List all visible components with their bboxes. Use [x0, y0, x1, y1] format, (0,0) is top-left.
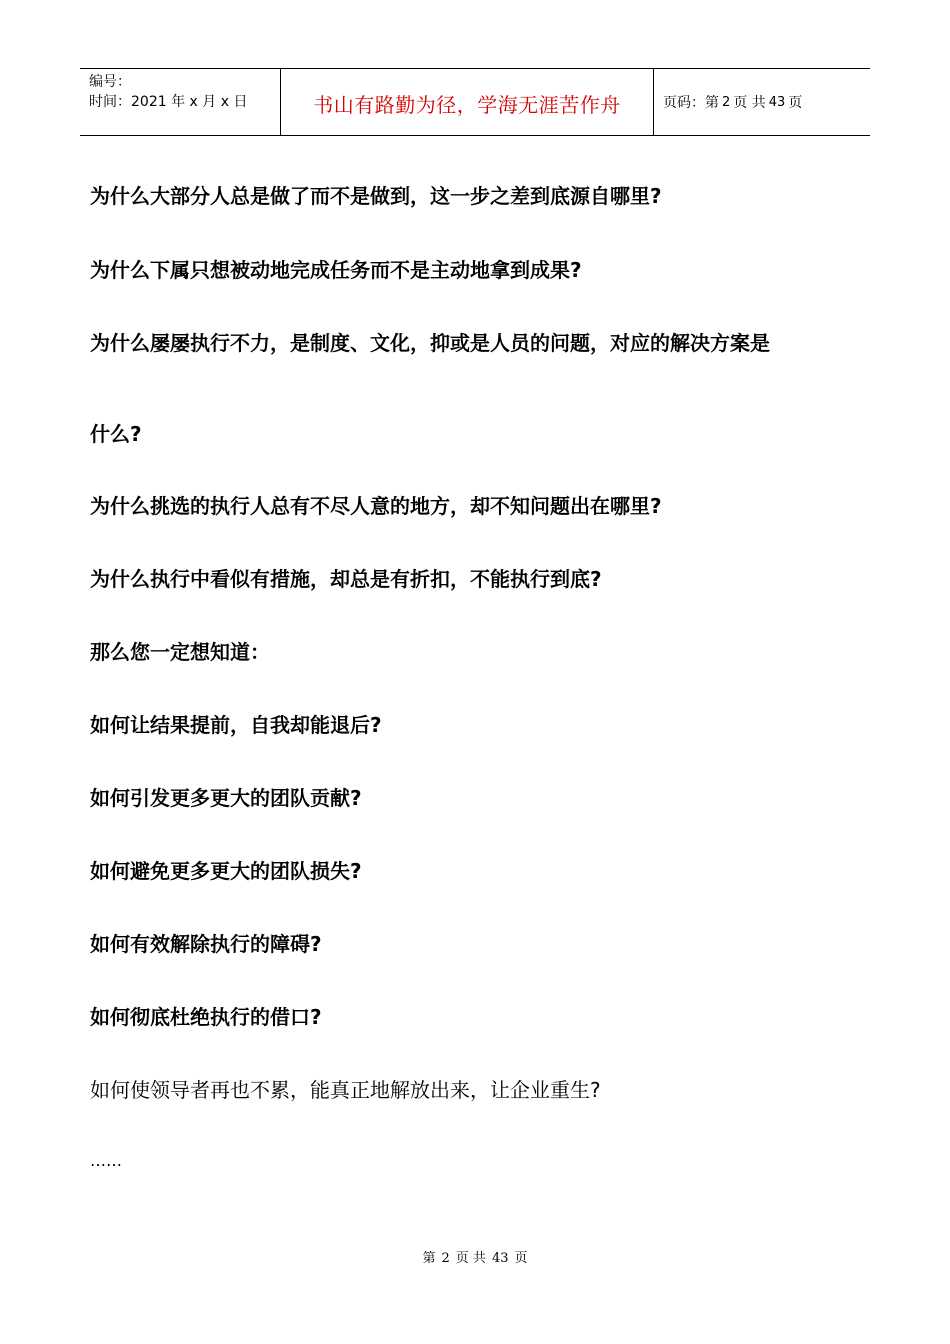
- header-motto: 书山有路勤为径，学海无涯苦作舟: [313, 92, 621, 117]
- how-question-3: 如何避免更多更大的团队损失?: [90, 859, 362, 883]
- document-date-label: 时间：2021 年 x 月 x 日: [89, 94, 248, 110]
- footer-prefix: 第: [422, 1251, 436, 1266]
- question-4: 为什么挑选的执行人总有不尽人意的地方，却不知问题出在哪里?: [90, 494, 662, 518]
- document-number-label: 编号：: [89, 74, 131, 90]
- header-page-cell: [654, 69, 870, 135]
- question-5: 为什么执行中看似有措施，却总是有折扣，不能执行到底?: [90, 567, 602, 591]
- footer-page-current: 2: [441, 1251, 450, 1266]
- footer-page-total: 43: [491, 1251, 509, 1266]
- page-footer: [0, 1247, 950, 1266]
- how-question-6: 如何使领导者再也不累，能真正地解放出来，让企业重生?: [90, 1078, 601, 1102]
- header-motto-cell: [281, 69, 654, 135]
- question-2: 为什么下属只想被动地完成任务而不是主动地拿到成果?: [90, 258, 582, 282]
- question-3-line-2: 什么?: [90, 422, 142, 446]
- question-1: 为什么大部分人总是做了而不是做到，这一步之差到底源自哪里?: [90, 184, 662, 208]
- header-page-total: 43: [768, 94, 786, 110]
- footer-suffix: 页: [514, 1251, 528, 1266]
- question-3-line-1: 为什么屡屡执行不力，是制度、文化，抑或是人员的问题，对应的解决方案是: [90, 331, 770, 355]
- how-question-2: 如何引发更多更大的团队贡献?: [90, 786, 362, 810]
- how-question-5: 如何彻底杜绝执行的借口?: [90, 1005, 322, 1029]
- header-page-current: 2: [722, 94, 731, 110]
- header-info-cell: [80, 69, 281, 135]
- header-page-end: 页: [788, 95, 803, 111]
- header-page-mid: 页 共: [733, 95, 766, 111]
- how-question-4: 如何有效解除执行的障碍?: [90, 932, 322, 956]
- intro-line: 那么您一定想知道：: [90, 640, 270, 664]
- how-question-1: 如何让结果提前，自我却能退后?: [90, 713, 382, 737]
- header-page-label: 页码：第: [663, 95, 719, 111]
- footer-mid: 页 共: [455, 1251, 486, 1266]
- page-header: [80, 68, 870, 136]
- ellipsis: ……: [90, 1151, 122, 1170]
